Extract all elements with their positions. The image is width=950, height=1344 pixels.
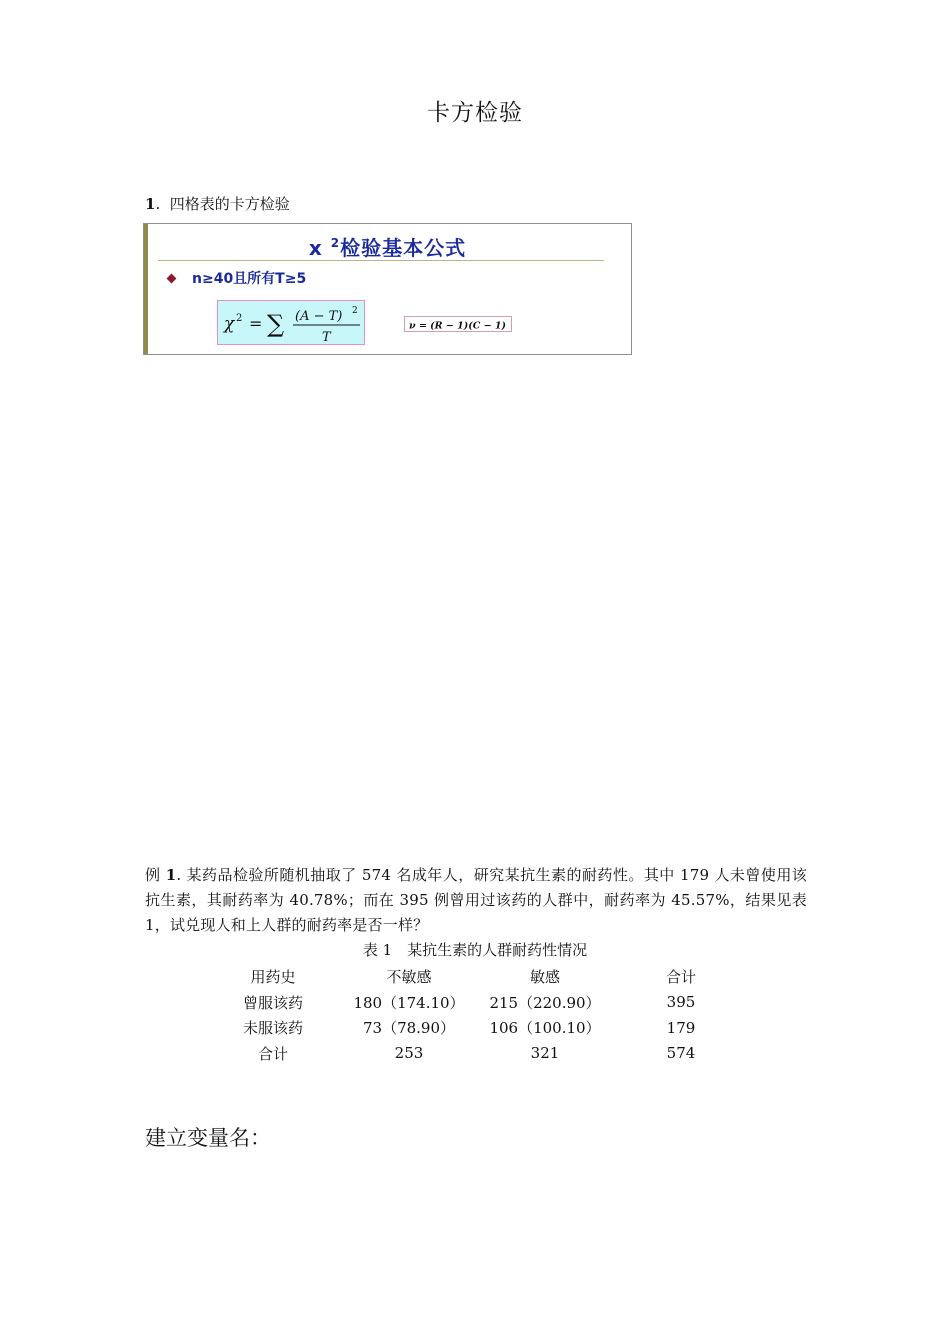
- page-title: 卡方检验: [427, 100, 523, 126]
- table-row: [205, 990, 749, 1016]
- table-cell: 73（78.90）: [362, 1019, 456, 1038]
- table-header-cell: 用药史: [250, 968, 296, 987]
- table-cell: 180（174.10）: [353, 993, 465, 1012]
- table-cell: 179: [666, 1018, 696, 1037]
- section-heading: [145, 193, 290, 214]
- formula-lhs: χ: [224, 314, 235, 334]
- diamond-bullet-icon: [167, 274, 177, 284]
- example-paragraph: [145, 863, 807, 938]
- formula-numerator-sup: 2: [352, 306, 358, 316]
- slide-divider: [158, 260, 604, 261]
- section-heading-text: 四格表的卡方检验: [169, 195, 290, 213]
- section-number-dot: .: [155, 195, 161, 213]
- formula-equals: =: [249, 314, 263, 333]
- table-row: [205, 1041, 749, 1067]
- table-cell: 106（100.10）: [489, 1019, 601, 1038]
- table-caption: 表 1 某抗生素的人群耐药性情况: [362, 941, 588, 959]
- variable-section-heading: 建立变量名：: [145, 1126, 271, 1150]
- degrees-of-freedom-formula: [404, 316, 512, 332]
- data-table: [205, 964, 749, 1066]
- section-number: 1: [145, 195, 156, 213]
- condition-text: n≥40且所有T≥5: [192, 271, 307, 287]
- formula-lhs-sup: 2: [236, 313, 243, 324]
- example-number-dot: .: [176, 866, 182, 884]
- slide-title-sup: 2: [330, 236, 341, 250]
- df-formula-svg: [405, 317, 513, 333]
- example-number: 1: [165, 866, 177, 884]
- slide-title-main: 检验基本公式: [340, 236, 467, 260]
- formula-denominator: T: [322, 330, 331, 345]
- table-cell: 574: [666, 1044, 696, 1063]
- table-cell: 215（220.90）: [489, 993, 601, 1012]
- table-row: [205, 1015, 749, 1041]
- slide-title: [144, 232, 631, 261]
- formula-slide-image: [143, 223, 632, 355]
- table-header-cell: 敏感: [529, 968, 560, 987]
- table-cell: 253: [394, 1044, 424, 1063]
- chi-square-formula-svg: [218, 301, 366, 346]
- table-header-cell: 合计: [665, 968, 696, 987]
- table-cell: 合计: [257, 1044, 288, 1063]
- table-cell: 395: [666, 993, 696, 1012]
- chi-square-formula: [217, 300, 365, 345]
- example-text: 某药品检验所随机抽取了 574 名成年人，研究某抗生素的耐药性。其中 179 人未曾使用该抗生素，其耐药率为 40.78%；而在 395 例曾用过该药的人群中，耐药率为 45.57%，结果见表 1，试兑现人和上人群的耐药率是否一样？: [145, 866, 807, 934]
- table-cell: 321: [530, 1044, 560, 1063]
- slide-title-prefix: x: [308, 236, 323, 260]
- df-formula-text: ν = (R − 1)(C − 1): [409, 320, 506, 332]
- table-cell: 未服该药: [242, 1019, 303, 1038]
- example-label: 例: [145, 866, 161, 884]
- table-header-row: [205, 964, 749, 990]
- table-cell: 曾服该药: [242, 993, 303, 1012]
- formula-numerator: (A − T): [295, 309, 343, 324]
- table-header-cell: 不敏感: [386, 968, 432, 987]
- formula-sum: ∑: [267, 310, 285, 338]
